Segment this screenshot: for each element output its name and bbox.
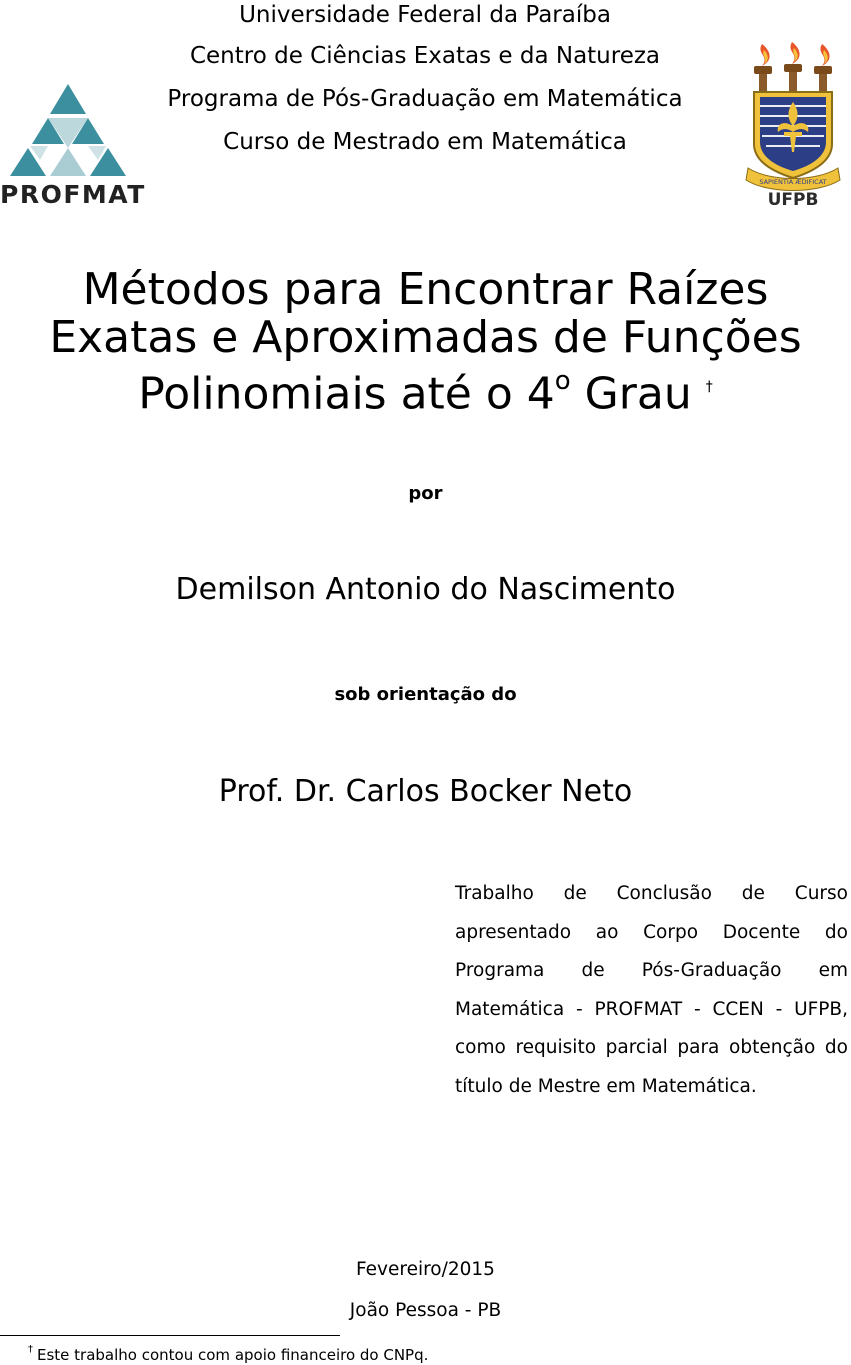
date: Fevereiro/2015 xyxy=(356,1259,495,1280)
author-name: Demilson Antonio do Nascimento xyxy=(175,572,676,607)
footnote-rule xyxy=(0,1335,340,1336)
advisor-name: Prof. Dr. Carlos Bocker Neto xyxy=(218,774,633,809)
place: João Pessoa - PB xyxy=(349,1300,502,1321)
ufpb-crest-icon xyxy=(740,40,846,210)
footnote-text: Este trabalho contou com apoio financeiro do CNPq. xyxy=(37,1346,429,1364)
title-line-2: Exatas e Aproximadas de Funções xyxy=(49,312,802,363)
title-footnote-mark: † xyxy=(705,378,713,395)
title-line-3-prefix: Polinomiais até o 4 xyxy=(138,368,555,420)
advisor-label: sob orientação do xyxy=(334,684,517,705)
by-label: por xyxy=(408,483,443,504)
title-line-1: Métodos para Encontrar Raízes xyxy=(82,264,769,315)
course-name: Curso de Mestrado em Matemática xyxy=(223,129,627,155)
profmat-wordmark: PROFMAT xyxy=(0,180,146,209)
title-line-3 xyxy=(0,361,851,429)
ufpb-motto: SAPIENTIA ÆDIFICAT xyxy=(759,178,827,186)
thesis-description: Trabalho de Conclusão de Curso apresentado ao Corpo Docente do Programa de Pós-Graduação em Matemática - PROFMAT - CCEN - UFPB, como requisito parcial para obtenção do título de Mestre em Matemática. xyxy=(455,883,848,1097)
title-line-3-suffix: Grau xyxy=(570,368,692,420)
university-name: Universidade Federal da Paraíba xyxy=(239,2,611,28)
ufpb-label: UFPB xyxy=(767,190,819,210)
title-ordinal: o xyxy=(554,366,571,396)
center-name: Centro de Ciências Exatas e da Natureza xyxy=(189,43,661,69)
footnote-mark: † xyxy=(28,1344,33,1355)
program-name: Programa de Pós-Graduação em Matemática xyxy=(167,86,683,112)
